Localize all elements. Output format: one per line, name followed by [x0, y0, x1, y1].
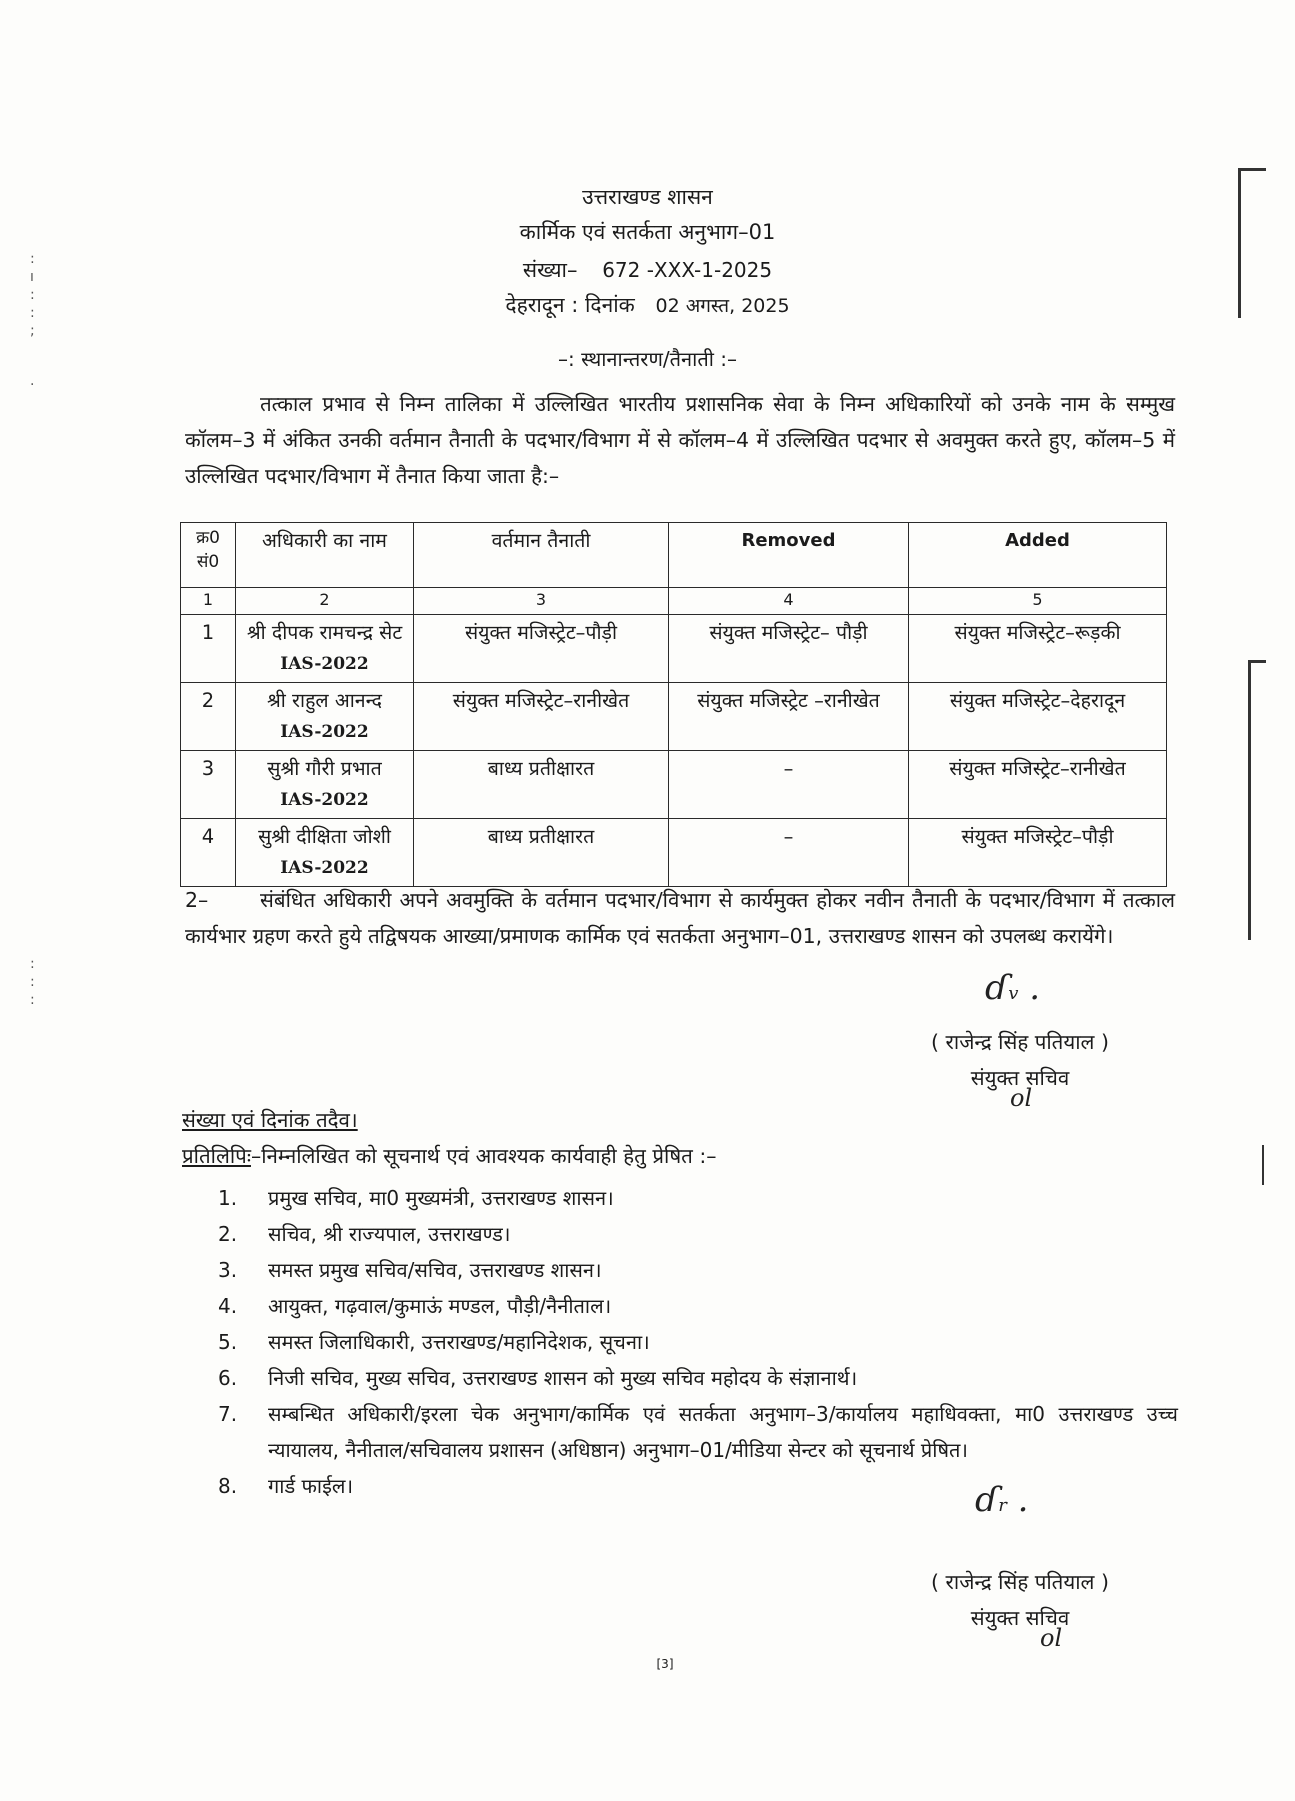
- list-item-text: सम्बन्धित अधिकारी/इरला चेक अनुभाग/कार्मिक एवं सतर्कता अनुभाग–3/कार्यालय महाधिवक्ता, मा0 उत्तराखण्ड उच्च न्यायालय, नैनीताल/सचिवालय प्रशासन (अधिष्ठान) अनुभाग–01/मीडिया सेन्टर को सूचनार्थ प्रेषित।: [268, 1402, 1178, 1462]
- scan-edge-mark: [1248, 660, 1266, 663]
- officer-batch: IAS-2022: [280, 790, 369, 810]
- list-item-number: 8.: [218, 1474, 238, 1498]
- table-header-row: [181, 523, 1167, 588]
- col-number: 4: [669, 588, 909, 615]
- order-number-value: 672 -XXX-1-2025: [602, 258, 773, 282]
- col-header-current: वर्तमान तैनाती: [414, 523, 669, 588]
- copy-heading-prefix: प्रतिलिपिः: [182, 1144, 251, 1168]
- list-item-number: 2.: [218, 1222, 238, 1246]
- col-number: 3: [414, 588, 669, 615]
- order-number: [0, 256, 1295, 284]
- initials-mark: ol: [1010, 1084, 1033, 1112]
- table-row: [181, 615, 1167, 683]
- officer-batch: IAS-2022: [280, 858, 369, 878]
- govt-name: उत्तराखण्ड शासन: [582, 185, 713, 209]
- row-current-posting: बाध्य प्रतीक्षारत: [414, 751, 669, 819]
- officer-name: श्री दीपक रामचन्द्र सेट: [246, 621, 403, 644]
- officer-name: सुश्री गौरी प्रभात: [267, 757, 382, 780]
- copy-reference: संख्या एवं दिनांक तदैव।: [182, 1108, 358, 1132]
- row-sn: 3: [181, 751, 236, 819]
- row-sn: 1: [181, 615, 236, 683]
- list-item-text: प्रमुख सचिव, मा0 मुख्यमंत्री, उत्तराखण्ड शासन।: [268, 1186, 614, 1210]
- order-date-value: 02 अगस्त, 2025: [655, 295, 790, 317]
- list-item: [218, 1180, 1178, 1216]
- order-subject: –: स्थानान्तरण/तैनाती :–: [557, 347, 737, 371]
- list-item: [218, 1324, 1178, 1360]
- col-header-added: Added: [909, 523, 1167, 588]
- copy-list: [218, 1180, 1178, 1504]
- row-officer: [236, 615, 414, 683]
- punch-dots: : ı : : ; ·: [30, 251, 35, 393]
- row-sn: 4: [181, 819, 236, 887]
- signatory-designation: संयुक्त सचिव: [970, 1066, 1070, 1090]
- col-header-sn: क्र0 सं0: [181, 523, 236, 588]
- list-item-text: निजी सचिव, मुख्य सचिव, उत्तराखण्ड शासन को मुख्य सचिव महोदय के संज्ञानार्थ।: [268, 1366, 858, 1390]
- signature-mark: ɗv .: [985, 968, 1041, 1008]
- officer-batch: IAS-2022: [280, 722, 369, 742]
- table-row: [181, 683, 1167, 751]
- list-item-text: गार्ड फाईल।: [268, 1474, 354, 1498]
- signatory-name: ( राजेन्द्र सिंह पतियाल ): [931, 1570, 1109, 1594]
- row-current-posting: संयुक्त मजिस्ट्रेट–रानीखेत: [414, 683, 669, 751]
- paragraph-2: [185, 882, 1175, 954]
- row-officer: [236, 751, 414, 819]
- list-item-number: 1.: [218, 1186, 238, 1210]
- row-added: संयुक्त मजिस्ट्रेट–रूड़की: [909, 615, 1167, 683]
- row-removed: संयुक्त मजिस्ट्रेट– पौड़ी: [669, 615, 909, 683]
- page-number: [3]: [656, 1657, 674, 1671]
- table-row: [181, 751, 1167, 819]
- col-header-removed: Removed: [669, 523, 909, 588]
- row-added: संयुक्त मजिस्ट्रेट–पौड़ी: [909, 819, 1167, 887]
- initials-mark: ol: [1040, 1624, 1063, 1652]
- list-item-number: 3.: [218, 1258, 238, 1282]
- list-item: [218, 1252, 1178, 1288]
- table-row: [181, 819, 1167, 887]
- row-officer: [236, 683, 414, 751]
- row-current-posting: संयुक्त मजिस्ट्रेट–पौड़ी: [414, 615, 669, 683]
- signature-mark: ɗr .: [975, 1480, 1029, 1520]
- column-number-row: [181, 588, 1167, 615]
- paragraph-2-text: संबंधित अधिकारी अपने अवमुक्ति के वर्तमान पदभार/विभाग से कार्यमुक्त होकर नवीन तैनाती के पदभार/विभाग में तत्काल कार्यभार ग्रहण करते हुये तद्विषयक आख्या/प्रमाणक कार्मिक एवं सतर्कता अनुभाग–01, उत्तराखण्ड शासन को उपलब्ध करायेंगे।: [185, 888, 1175, 948]
- row-removed: –: [669, 819, 909, 887]
- row-officer: [236, 819, 414, 887]
- list-item-text: आयुक्त, गढ़वाल/कुमाऊं मण्डल, पौड़ी/नैनीताल।: [268, 1294, 612, 1318]
- intro-paragraph: तत्काल प्रभाव से निम्न तालिका में उल्लिखित भारतीय प्रशासनिक सेवा के निम्न अधिकारियों को उनके नाम के सम्मुख कॉलम–3 में अंकित उनकी वर्तमान तैनाती के पदभार/विभाग में से कॉलम–4 में उल्लिखित पदभार से अवमुक्त करते हुए, कॉलम–5 में उल्लिखित पदभार/विभाग में तैनात किया जाता है:–: [185, 392, 1175, 488]
- order-date: [0, 291, 1295, 319]
- row-current-posting: बाध्य प्रतीक्षारत: [414, 819, 669, 887]
- list-item: [218, 1360, 1178, 1396]
- scan-edge-mark: [1248, 660, 1251, 940]
- officer-name: श्री राहुल आनन्द: [267, 689, 382, 712]
- scan-edge-mark: [1262, 1145, 1264, 1185]
- list-item: [218, 1216, 1178, 1252]
- department-name: कार्मिक एवं सतर्कता अनुभाग–01: [519, 220, 776, 244]
- officer-name: सुश्री दीक्षिता जोशी: [258, 825, 391, 848]
- list-item-number: 7.: [218, 1402, 238, 1426]
- row-added: संयुक्त मजिस्ट्रेट–देहरादून: [909, 683, 1167, 751]
- list-item-number: 4.: [218, 1294, 238, 1318]
- transfer-table: [180, 522, 1167, 887]
- list-item-text: सचिव, श्री राज्यपाल, उत्तराखण्ड।: [268, 1222, 511, 1246]
- list-item-text: समस्त जिलाधिकारी, उत्तराखण्ड/महानिदेशक, सूचना।: [268, 1330, 650, 1354]
- scan-edge-mark: [1238, 168, 1266, 171]
- list-item: [218, 1468, 1178, 1504]
- list-item: [218, 1288, 1178, 1324]
- copy-heading-text: –निम्नलिखित को सूचनार्थ एवं आवश्यक कार्यवाही हेतु प्रेषित :–: [250, 1144, 717, 1168]
- copy-heading: [182, 1142, 717, 1170]
- row-added: संयुक्त मजिस्ट्रेट–रानीखेत: [909, 751, 1167, 819]
- row-removed: संयुक्त मजिस्ट्रेट –रानीखेत: [669, 683, 909, 751]
- paragraph-2-number: 2–: [185, 888, 209, 912]
- order-number-label: संख्या–: [522, 258, 578, 282]
- col-number: 5: [909, 588, 1167, 615]
- col-header-name: अधिकारी का नाम: [236, 523, 414, 588]
- signatory-designation: संयुक्त सचिव: [970, 1606, 1070, 1630]
- list-item-number: 5.: [218, 1330, 238, 1354]
- row-sn: 2: [181, 683, 236, 751]
- list-item: [218, 1396, 1178, 1468]
- signatory-name: ( राजेन्द्र सिंह पतियाल ): [931, 1030, 1109, 1054]
- col-number: 2: [236, 588, 414, 615]
- punch-dots: : : :: [30, 956, 35, 1008]
- col-number: 1: [181, 588, 236, 615]
- list-item-number: 6.: [218, 1366, 238, 1390]
- officer-batch: IAS-2022: [280, 654, 369, 674]
- row-removed: –: [669, 751, 909, 819]
- order-date-label: देहरादून : दिनांक: [505, 293, 635, 317]
- list-item-text: समस्त प्रमुख सचिव/सचिव, उत्तराखण्ड शासन।: [268, 1258, 602, 1282]
